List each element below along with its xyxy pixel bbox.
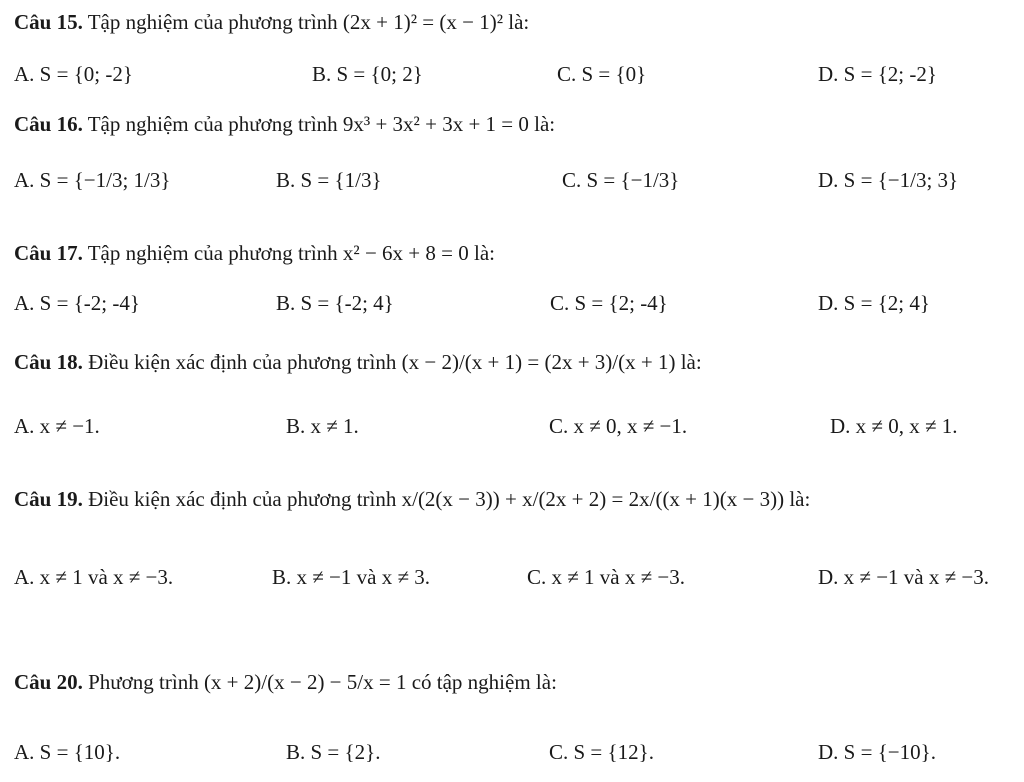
option-a[interactable]: A. S = {0; -2} bbox=[14, 62, 133, 86]
question-text-end: có tập nghiệm là: bbox=[406, 670, 557, 694]
question-17 bbox=[14, 241, 495, 266]
question-label: Câu 16. bbox=[14, 112, 83, 136]
math-expression: (x + 2)/(x − 2) − 5/x = 1 bbox=[203, 670, 407, 694]
math-expression: (2x + 1)² = (x − 1)² bbox=[342, 10, 504, 34]
option-a[interactable]: A. x ≠ −1. bbox=[14, 414, 100, 438]
question-text-end: là: bbox=[503, 10, 530, 34]
option-a[interactable]: A. S = {−1/3; 1/3} bbox=[14, 168, 171, 192]
question-15 bbox=[14, 10, 529, 35]
option-b[interactable]: B. S = {-2; 4} bbox=[276, 291, 394, 315]
option-a[interactable]: A. S = {-2; -4} bbox=[14, 291, 140, 315]
question-18 bbox=[14, 350, 702, 375]
question-text-end: là: bbox=[784, 487, 811, 511]
question-label: Câu 20. bbox=[14, 670, 83, 694]
question-label: Câu 15. bbox=[14, 10, 83, 34]
question-label: Câu 17. bbox=[14, 241, 83, 265]
question-text-end: là: bbox=[528, 112, 556, 136]
option-b[interactable]: B. x ≠ 1. bbox=[286, 414, 359, 438]
question-16 bbox=[14, 112, 555, 137]
question-text-end: là: bbox=[675, 350, 702, 374]
math-expression: x/(2(x − 3)) + x/(2x + 2) = 2x/((x + 1)(x − 3)) bbox=[401, 487, 785, 511]
option-d[interactable]: D. S = {2; 4} bbox=[818, 291, 930, 315]
math-expression: (x − 2)/(x + 1) = (2x + 3)/(x + 1) bbox=[401, 350, 676, 374]
math-expression: 9x³ + 3x² + 3x + 1 = 0 bbox=[342, 112, 529, 136]
option-a[interactable]: A. S = {10}. bbox=[14, 740, 121, 764]
option-c[interactable]: C. x ≠ 1 và x ≠ −3. bbox=[527, 565, 685, 589]
question-text: Phương trình bbox=[82, 670, 204, 694]
option-d[interactable]: D. S = {2; -2} bbox=[818, 62, 937, 86]
option-b[interactable]: B. S = {2}. bbox=[286, 740, 381, 764]
option-a[interactable]: A. x ≠ 1 và x ≠ −3. bbox=[14, 565, 174, 589]
question-text: Điều kiện xác định của phương trình bbox=[82, 487, 402, 511]
question-text: Tập nghiệm của phương trình bbox=[82, 241, 343, 265]
option-d[interactable]: D. x ≠ −1 và x ≠ −3. bbox=[818, 565, 989, 589]
option-d[interactable]: D. x ≠ 0, x ≠ 1. bbox=[830, 414, 958, 438]
option-c[interactable]: C. S = {−1/3} bbox=[562, 168, 680, 192]
question-text: Tập nghiệm của phương trình bbox=[82, 112, 343, 136]
option-b[interactable]: B. S = {1/3} bbox=[276, 168, 382, 192]
question-20 bbox=[14, 670, 557, 695]
option-d[interactable]: D. S = {−1/3; 3} bbox=[818, 168, 959, 192]
question-text: Điều kiện xác định của phương trình bbox=[82, 350, 402, 374]
option-c[interactable]: C. S = {2; -4} bbox=[550, 291, 668, 315]
option-c[interactable]: C. S = {12}. bbox=[549, 740, 654, 764]
option-c[interactable]: C. x ≠ 0, x ≠ −1. bbox=[549, 414, 688, 438]
question-text-end: là: bbox=[468, 241, 495, 265]
question-19 bbox=[14, 487, 810, 512]
question-label: Câu 19. bbox=[14, 487, 83, 511]
option-d[interactable]: D. S = {−10}. bbox=[818, 740, 936, 764]
question-text: Tập nghiệm của phương trình bbox=[82, 10, 343, 34]
option-c[interactable]: C. S = {0} bbox=[557, 62, 647, 86]
math-expression: x² − 6x + 8 = 0 bbox=[342, 241, 469, 265]
option-b[interactable]: B. S = {0; 2} bbox=[312, 62, 423, 86]
option-b[interactable]: B. x ≠ −1 và x ≠ 3. bbox=[272, 565, 430, 589]
question-label: Câu 18. bbox=[14, 350, 83, 374]
